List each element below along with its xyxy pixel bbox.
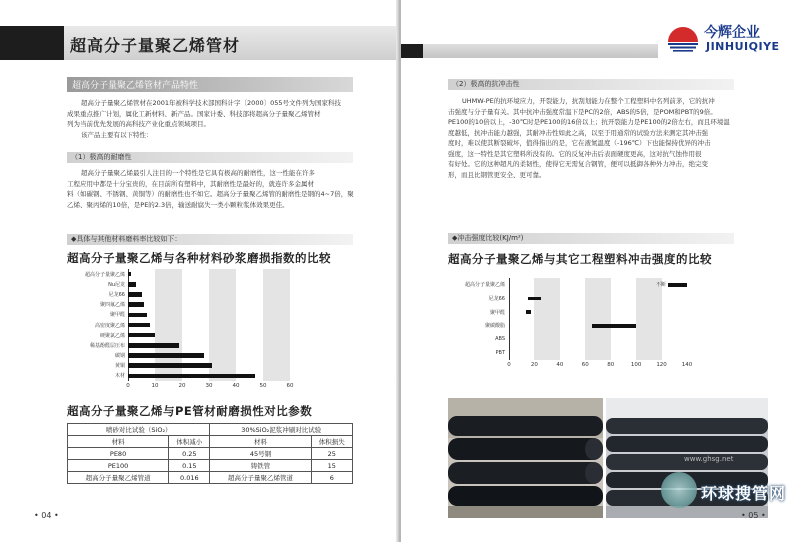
x-tick-label: 60 — [286, 383, 294, 389]
category-label: 聚四氟乙烯 — [99, 302, 125, 309]
section-bar — [67, 77, 353, 92]
category-label: 碳钢 — [114, 353, 125, 360]
table-cell: PE80 — [68, 448, 169, 460]
table-cell: 25 — [311, 448, 352, 460]
table-group-header: 30%SiO₂泥浆冲刷对比试验 — [210, 424, 353, 436]
table-row — [68, 472, 353, 484]
right-page — [401, 0, 800, 542]
subsection-bar — [448, 233, 734, 244]
data-bar — [128, 374, 255, 378]
data-bar — [526, 310, 531, 314]
data-bar — [128, 302, 144, 306]
table-cell: 15 — [311, 460, 352, 472]
data-bar — [668, 283, 687, 287]
grid-band — [534, 278, 559, 360]
data-bar — [592, 324, 637, 328]
category-label: 尼龙66 — [108, 291, 125, 298]
x-tick-label: 10 — [151, 383, 159, 389]
data-bar — [128, 313, 147, 317]
wear-line: 乙烯、聚丙烯的10倍，是PE的2.3倍，输送耐腐失一类小颗粒浆体效果更佳。 — [67, 200, 289, 209]
table-header: 体积损失 — [311, 436, 352, 448]
category-label: 硬聚氯乙烯 — [99, 332, 125, 339]
subsection-title: ◆具体与其他材料磨料率比较如下： — [71, 235, 182, 243]
table-cell: 铸铁管 — [210, 460, 311, 472]
logo-english: JINHUIQIYE — [706, 40, 780, 53]
data-bar — [128, 343, 179, 347]
data-bar — [128, 292, 142, 296]
table-group-header: 喷砂对比试验（SiO₂） — [68, 424, 210, 436]
table-cell: 0.016 — [169, 472, 210, 484]
data-bar — [128, 272, 131, 276]
table-title: 超高分子量聚乙烯与PE管材耐磨损性对比参数 — [67, 404, 313, 418]
logo-text: 今辉企业 — [704, 25, 760, 41]
x-tick-label: 40 — [556, 362, 564, 368]
table-cell: PE100 — [68, 460, 169, 472]
left-page — [0, 0, 399, 542]
grid-band — [209, 269, 236, 381]
category-label: 超高分子量聚乙烯 — [464, 282, 505, 289]
category-label: 超高分子量聚乙烯 — [84, 271, 125, 278]
pipe-photo — [448, 398, 603, 518]
section-title: 超高分子量聚乙烯管材产品特性 — [72, 81, 199, 91]
x-tick-label: 50 — [259, 383, 267, 389]
table-cell: 0.25 — [169, 448, 210, 460]
grid-band — [636, 278, 661, 360]
impact-line: PE100的10倍以上，-30℃时是PE100的16倍以上；抗开裂能力是PE100的2倍左右，而且环境温 — [448, 118, 730, 126]
category-label: Nu尼龙 — [108, 281, 125, 288]
wear-line: 料（如碳钢、不锈钢、黄铜等）的耐磨性也不如它。超高分子量聚乙烯管的耐磨性是钢的4~7倍，聚 — [67, 190, 354, 198]
table-header-row — [68, 436, 353, 448]
impact-line: 强度，这一特性是其它塑料所没有的。它的反复冲击后表面硬度更高，这对抗气蚀作用很 — [448, 149, 702, 158]
grid-band — [585, 278, 610, 360]
impact-line: 度越低，抗冲击能力越强，其耐冲击性如此之高，以至于用通常的试验方法来测定其冲击强 — [448, 128, 708, 137]
table-row — [68, 460, 353, 472]
table-header: 材料 — [210, 436, 311, 448]
subsection-bar — [67, 152, 353, 163]
impact-line: 度时，难以使其断裂破坏，值得指出的是，它在液氮温度（-196℃）下也能保持优异的冲击 — [448, 139, 711, 147]
x-tick-label: 120 — [656, 362, 667, 368]
category-label: PBT — [495, 349, 505, 356]
x-tick-label: 0 — [507, 362, 511, 368]
comparison-table — [67, 423, 353, 484]
data-bar — [128, 282, 136, 286]
table-group-header-row — [68, 424, 353, 436]
category-label: 聚甲醛 — [489, 309, 505, 316]
page-number: • 04 • — [34, 511, 59, 520]
header-accent — [401, 44, 423, 58]
x-tick-label: 140 — [681, 362, 693, 368]
chart-title: 超高分子量聚乙烯与其它工程塑料冲击强度的比较 — [448, 252, 712, 266]
page-title: 超高分子量聚乙烯管材 — [70, 36, 241, 55]
x-tick-label: 20 — [530, 362, 538, 368]
subsection-title: （2）极高的抗冲击性 — [452, 80, 520, 88]
category-label: 木材 — [114, 373, 125, 380]
table-cell: 45号钢 — [210, 448, 311, 460]
watermark-globe-icon — [661, 472, 697, 508]
wear-paragraph — [67, 168, 357, 210]
impact-line: 击强度与分子量有关。其中抗冲击强度常温下是PC的2倍，ABS的5倍，是POM和PBT的9倍。 — [448, 107, 717, 116]
category-label: 黄铜 — [114, 363, 125, 370]
table-cell: 0.15 — [169, 460, 210, 472]
intro-line: 成果重点推广计划，属化工新材料、新产品。国家计委、科技部将超高分子量聚乙烯管材 — [67, 109, 321, 118]
table-header: 材料 — [68, 436, 169, 448]
watermark-text: 环球搜管网 — [701, 484, 787, 503]
page-number: • 05 • — [741, 511, 766, 520]
x-tick-label: 40 — [232, 383, 240, 389]
x-tick-label: 100 — [630, 362, 642, 368]
wear-line: 工程应用中都是十分宝贵的，在目前所有塑料中，其耐磨性是最好的，就连许多金属材 — [67, 179, 314, 188]
subsection-title: ◆冲击强度比较(KJ/m²) — [452, 234, 524, 242]
impact-paragraph — [448, 96, 740, 180]
intro-paragraph — [67, 98, 357, 140]
x-tick-label: 80 — [607, 362, 615, 368]
category-label: ABS — [495, 336, 505, 342]
data-bar — [128, 363, 212, 367]
impact-line: UHMW-PE的抗环境应力，开裂能力，抗刮划能力在整个工程塑料中名列前茅，它的抗冲 — [462, 97, 715, 105]
category-label: 高密度聚乙烯 — [94, 322, 125, 329]
data-bar — [128, 353, 204, 357]
category-label: 尼龙66 — [488, 296, 505, 302]
x-tick-label: 60 — [581, 362, 589, 368]
grid-band — [263, 269, 290, 381]
unbroken-label: 不断 — [655, 282, 666, 289]
impact-line: 有好处。它的这种超凡的柔韧性，使得它无需复合钢管，便可以抵御各种外力冲击，绝完变 — [448, 160, 708, 168]
intro-line: 超高分子量聚乙烯管材在2001年被科学技术部国科计字〔2000〕055号文件列为国家科技 — [81, 99, 341, 107]
category-label: 聚碳酸脂 — [484, 323, 505, 330]
data-bar — [528, 297, 541, 301]
x-tick-label: 20 — [178, 383, 186, 389]
header-accent — [0, 26, 64, 60]
table-row — [68, 448, 353, 460]
y-axis-line — [509, 278, 510, 360]
category-label: 聚甲醛 — [109, 312, 125, 319]
chart-title: 超高分子量聚乙烯与各种材料砂浆磨损指数的比较 — [67, 251, 331, 265]
data-bar — [128, 323, 150, 327]
table-header: 体积减小 — [169, 436, 210, 448]
table-cell: 超高分子量聚乙烯管道 — [68, 472, 169, 484]
company-logo-icon — [665, 22, 701, 52]
category-label: 稀基酚醛层压布 — [89, 342, 125, 349]
subsection-bar — [67, 234, 353, 245]
pipe-photo-image — [448, 398, 603, 518]
table-cell: 6 — [311, 472, 352, 484]
subsection-bar — [448, 79, 734, 90]
table-cell: 超高分子量聚乙烯管道 — [210, 472, 311, 484]
intro-line: 列为当前优先发展的高科技产业化重点领域项目。 — [67, 120, 210, 128]
subsection-title: （1）极高的耐磨性 — [71, 153, 132, 161]
intro-line: 该产品主要有以下特性： — [81, 130, 153, 139]
wear-line: 超高分子量聚乙烯最引人注目的一个特性是它具有极高的耐磨性，这一性能在许多 — [81, 169, 315, 177]
x-tick-label: 30 — [205, 383, 213, 389]
data-bar — [128, 333, 155, 337]
watermark-url: www.ghsg.net — [684, 455, 734, 463]
impact-line: 形，而且比钢管更安全、更可靠。 — [448, 170, 546, 179]
x-tick-label: 0 — [126, 383, 130, 389]
